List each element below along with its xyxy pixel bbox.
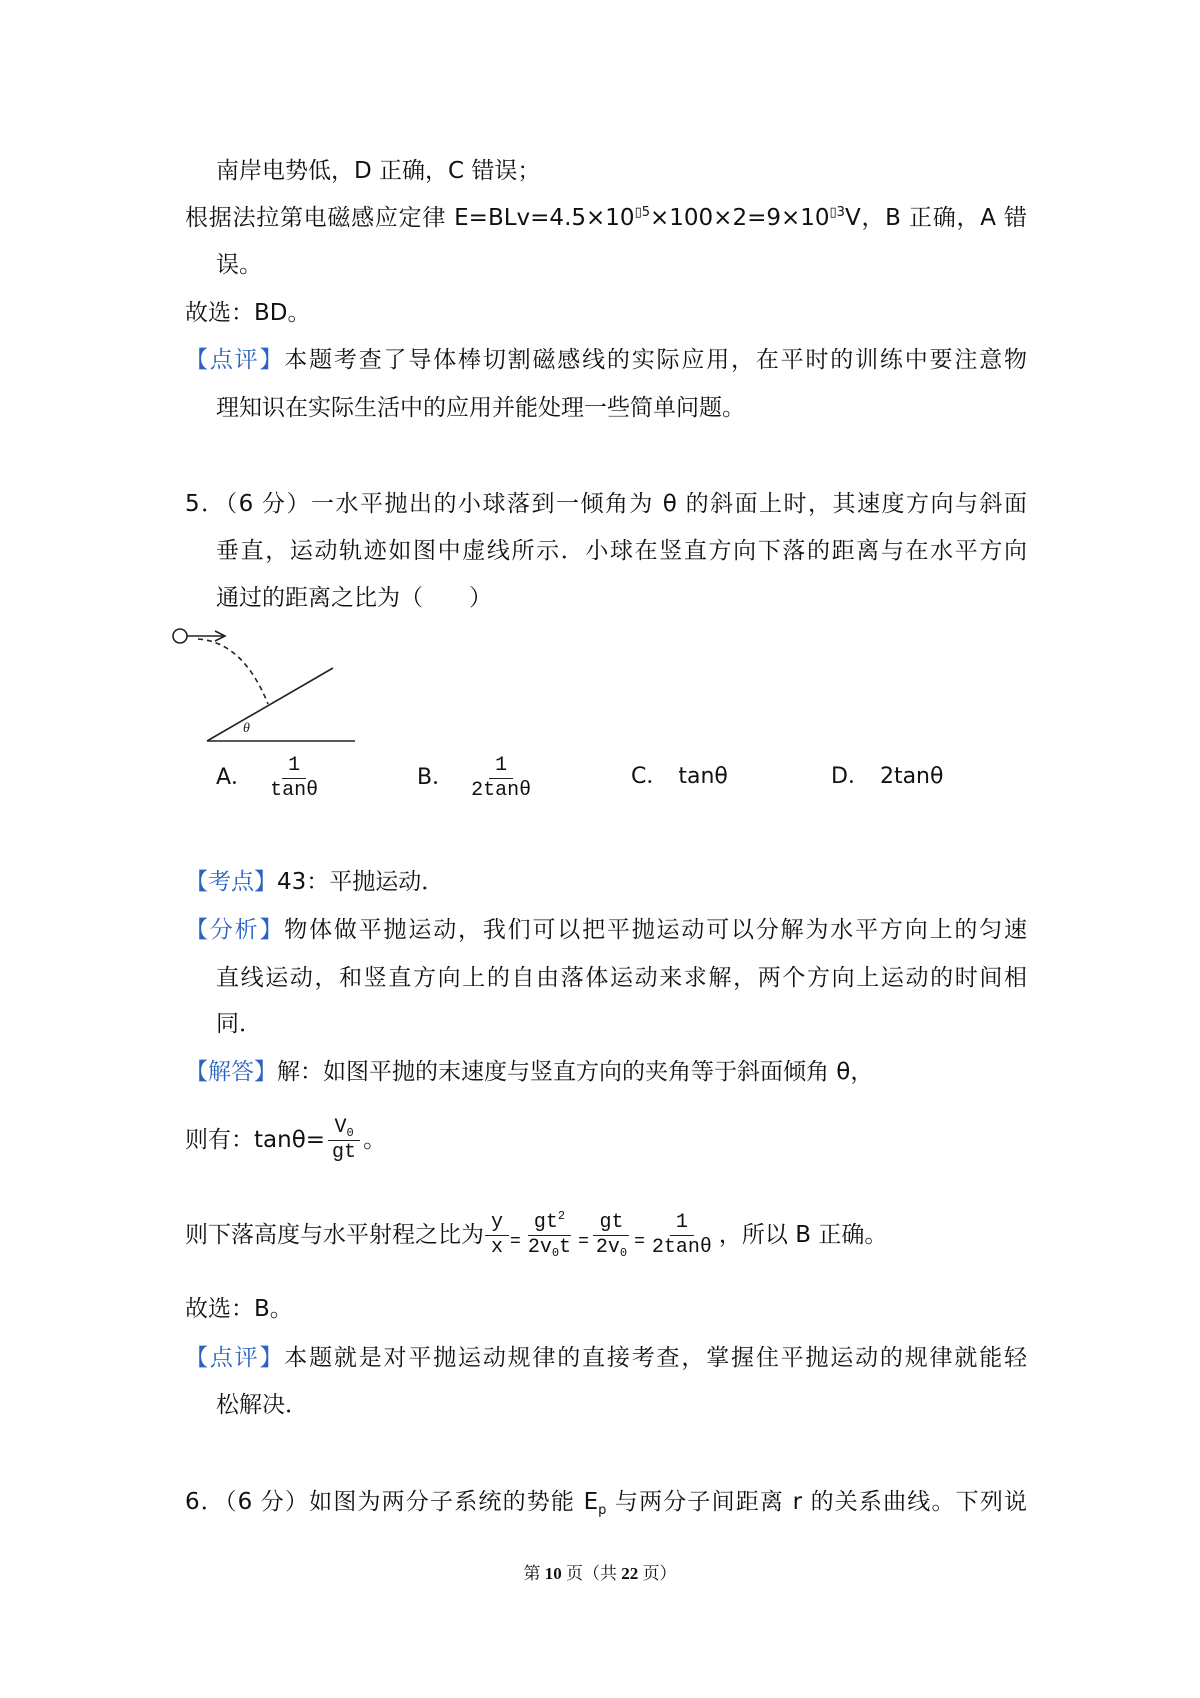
footer-middle: 页（共 xyxy=(561,1564,622,1583)
option-d-label: D． xyxy=(831,764,870,789)
sol5-comment-text-1: 本题就是对平抛运动规律的直接考查，掌握住平抛运动的规律就能轻 xyxy=(284,1345,1028,1371)
exponent-1: ▯5 xyxy=(634,205,650,220)
f2-den-subscript: 0 xyxy=(551,1246,560,1260)
f3-denominator xyxy=(590,1236,633,1260)
option-a-fraction xyxy=(264,754,324,803)
fenxi-tag: 【分析】 xyxy=(185,917,285,943)
q5-text-3: 通过的距离之比为（ ） xyxy=(216,585,492,611)
v0-numerator xyxy=(328,1116,359,1141)
q5-line-3 xyxy=(216,582,1027,614)
footer-page-number: 10 xyxy=(544,1564,562,1583)
option-d xyxy=(831,761,943,793)
equals-3: = xyxy=(634,1232,645,1252)
option-c xyxy=(631,761,728,793)
f3-den-subscript: 0 xyxy=(619,1246,628,1260)
q5-text-1: 5．（6 分）一水平抛出的小球落到一倾角为 θ 的斜面上时，其速度方向与斜面 xyxy=(185,491,1027,517)
prev-answer xyxy=(185,297,1027,329)
prev-text-1: 南岸电势低，D 正确，C 错误； xyxy=(216,158,541,184)
sol5-comment-text-2: 松解决． xyxy=(216,1392,308,1418)
option-a xyxy=(216,752,325,804)
option-a-label: A． xyxy=(216,765,254,790)
incline-line xyxy=(207,668,333,741)
ratio-suffix: ，所以 B 正确。 xyxy=(718,1222,888,1248)
equals-1: = xyxy=(510,1232,521,1252)
kaodian-line xyxy=(185,866,1027,898)
f2-den-text-b: t xyxy=(559,1236,572,1259)
ratio-prefix: 则下落高度与水平射程之比为 xyxy=(185,1222,484,1248)
one-over-2tan-fraction xyxy=(646,1211,718,1260)
q6-text-b: 与两分子间距离 r 的关系曲线。下列说 xyxy=(606,1489,1028,1515)
fenxi-line-2 xyxy=(216,962,1027,994)
f3-den-text: 2v xyxy=(595,1236,620,1259)
tan-formula-line xyxy=(185,1112,1027,1172)
option-b-numerator: 1 xyxy=(489,754,513,779)
option-c-label: C． xyxy=(631,764,669,789)
tan-formula-prefix: 则有：tanθ= xyxy=(185,1127,326,1153)
q5-text-2: 垂直，运动轨迹如图中虚线所示．小球在竖直方向下落的距离与在水平方向 xyxy=(216,538,1027,564)
prev-line-3 xyxy=(216,249,1027,281)
kaodian-tag: 【考点】 xyxy=(185,869,277,895)
comment-text-1: 本题考查了导体棒切割磁感线的实际应用，在平时的训练中要注意物 xyxy=(284,347,1028,373)
gt2-over-2v0t-fraction xyxy=(522,1211,577,1260)
option-c-text: tanθ xyxy=(678,764,728,789)
option-b-label: B． xyxy=(417,765,455,790)
footer-prefix: 第 xyxy=(523,1564,545,1583)
exponent-2: ▯3 xyxy=(829,205,845,220)
prev-text-2a: 根据法拉第电磁感应定律 E=BLv=4.5×10 xyxy=(185,205,635,231)
projectile-incline-figure xyxy=(165,620,365,750)
f1-denominator: x xyxy=(491,1236,504,1259)
footer-suffix: 页） xyxy=(638,1564,677,1583)
option-b-denominator: 2tanθ xyxy=(471,778,532,802)
ball-circle xyxy=(173,629,187,643)
prev-answer-text: 故选：BD。 xyxy=(185,300,311,326)
equals-2: = xyxy=(578,1232,589,1252)
option-d-text: 2tanθ xyxy=(879,764,944,789)
ratio-formula-line xyxy=(185,1205,1027,1269)
q6-subscript-p: p xyxy=(598,1503,607,1518)
gt-denominator: gt xyxy=(332,1141,357,1164)
sol5-comment-line-2 xyxy=(216,1389,1027,1421)
fenxi-text-3: 同． xyxy=(216,1011,262,1037)
f2-numerator xyxy=(528,1211,571,1236)
q5-line-2 xyxy=(216,535,1027,567)
option-b xyxy=(417,752,538,804)
page-footer xyxy=(0,1562,1200,1586)
f2-num-exponent: 2 xyxy=(557,1209,566,1223)
comment-tag: 【点评】 xyxy=(185,347,285,373)
option-a-numerator: 1 xyxy=(282,754,306,779)
v-subscript: 0 xyxy=(346,1126,354,1140)
tan-formula-suffix: 。 xyxy=(363,1127,387,1153)
option-b-fraction xyxy=(465,754,537,803)
f3-numerator: gt xyxy=(593,1211,629,1236)
fenxi-line-1 xyxy=(185,914,1027,946)
q6-line-1 xyxy=(185,1486,1027,1518)
sol5-answer xyxy=(185,1293,1027,1325)
kaodian-text: 43：平抛运动． xyxy=(277,869,445,895)
f4-denominator: 2tanθ xyxy=(651,1236,712,1259)
fenxi-text-2: 直线运动，和竖直方向上的自由落体运动来求解，两个方向上运动的时间相 xyxy=(216,965,1027,991)
sol5-comment-line-1 xyxy=(185,1342,1027,1374)
jieda-text: 解：如图平抛的末速度与竖直方向的夹角等于斜面倾角 θ， xyxy=(277,1059,874,1085)
jieda-line xyxy=(185,1056,1027,1088)
prev-line-2 xyxy=(185,202,1027,234)
prev-comment-line-1 xyxy=(185,344,1027,376)
theta-label: θ xyxy=(243,721,250,736)
f2-denominator xyxy=(522,1236,577,1260)
q6-text-a: 6．（6 分）如图为两分子系统的势能 E xyxy=(185,1489,599,1515)
fenxi-text-1: 物体做平抛运动，我们可以把平抛运动可以分解为水平方向上的匀速 xyxy=(284,917,1028,943)
jieda-tag: 【解答】 xyxy=(185,1059,277,1085)
gt-over-2v0-fraction xyxy=(590,1211,633,1260)
q5-line-1 xyxy=(185,488,1027,520)
f1-numerator: y xyxy=(485,1211,509,1236)
y-over-x-fraction xyxy=(485,1211,509,1260)
footer-total-pages: 22 xyxy=(621,1564,639,1583)
v0-over-gt-fraction xyxy=(326,1116,362,1165)
prev-comment-line-2 xyxy=(216,392,1027,424)
comment-text-2: 理知识在实际生活中的应用并能处理一些简单问题。 xyxy=(216,395,745,421)
prev-line-1 xyxy=(216,155,1027,187)
option-a-denominator: tanθ xyxy=(270,778,319,802)
f4-numerator: 1 xyxy=(670,1211,694,1236)
sol5-comment-tag: 【点评】 xyxy=(185,1345,285,1371)
f2-den-text-a: 2v xyxy=(527,1236,552,1259)
prev-text-2b: ×100×2=9×10 xyxy=(650,205,830,231)
prev-text-2c: V，B 正确，A 错 xyxy=(844,205,1027,231)
trajectory-dashed-curve xyxy=(198,639,268,704)
v-symbol: V xyxy=(334,1116,347,1139)
f2-num-text: gt xyxy=(533,1211,558,1234)
sol5-answer-text: 故选：B。 xyxy=(185,1296,293,1322)
prev-text-3: 误。 xyxy=(216,252,262,278)
fenxi-line-3 xyxy=(216,1008,1027,1040)
